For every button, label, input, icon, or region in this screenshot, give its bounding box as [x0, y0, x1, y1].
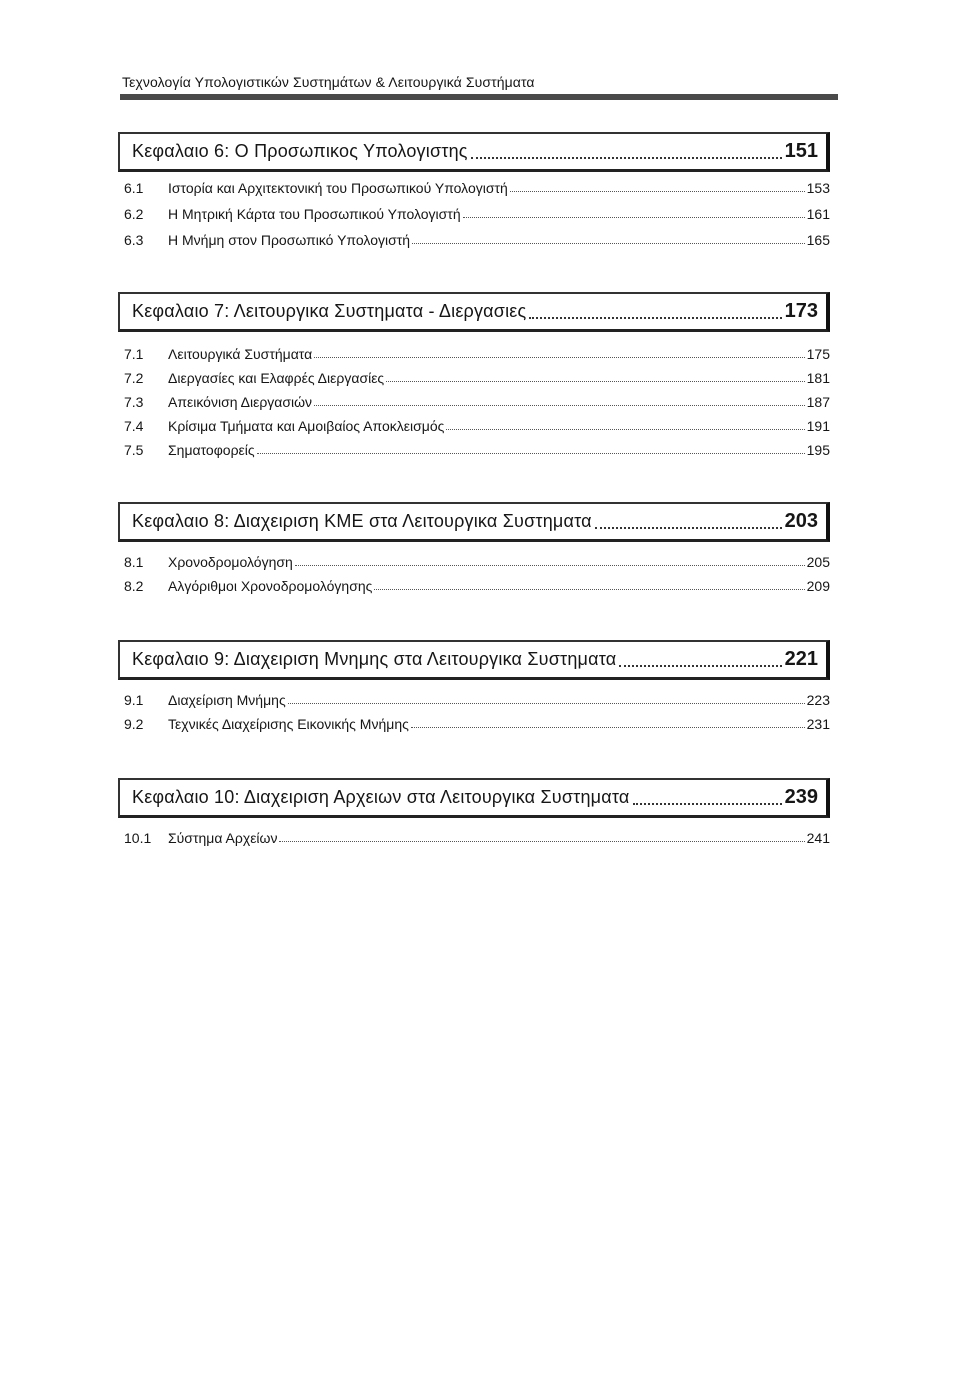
section-page: 223: [806, 692, 830, 708]
chapter-9-page: 221: [784, 648, 818, 670]
toc-entry-9-2[interactable]: [124, 712, 830, 732]
section-number: 7.3: [124, 394, 144, 410]
toc-entry-7-1[interactable]: [124, 342, 830, 362]
section-page: 231: [806, 716, 830, 732]
section-page: 191: [806, 418, 830, 434]
section-title: Τεχνικές Διαχείρισης Εικονικής Μνήμης: [168, 716, 409, 732]
section-number: 10.1: [124, 830, 152, 846]
chapter-7-title: Κεφαλαιο 7: Λειτουργικα Συστηματα - Διεργασιες: [132, 301, 527, 321]
toc-entry-6-3[interactable]: [124, 228, 830, 248]
dot-leader: [374, 589, 804, 590]
chapter-7-heading[interactable]: [118, 292, 830, 332]
section-number: 8.2: [124, 578, 144, 594]
chapter-10-leader: [633, 802, 782, 805]
section-page: 241: [806, 830, 830, 846]
section-number: 7.4: [124, 418, 144, 434]
section-page: 175: [806, 346, 830, 362]
chapter-9-heading[interactable]: [118, 640, 830, 680]
dot-leader: [279, 841, 804, 842]
dot-leader: [314, 357, 804, 358]
section-page: 165: [806, 232, 830, 248]
chapter-10-title: Κεφαλαιο 10: Διαχειριση Αρχειων στα Λειτουργικα Συστηματα: [132, 787, 630, 807]
dot-leader: [412, 243, 805, 244]
chapter-10-heading[interactable]: [118, 778, 830, 818]
chapter-6-heading[interactable]: [118, 132, 830, 172]
toc-entry-9-1[interactable]: [124, 688, 830, 708]
section-page: 187: [806, 394, 830, 410]
section-title: Ιστορία και Αρχιτεκτονική του Προσωπικού Υπολογιστή: [168, 180, 508, 196]
section-number: 6.1: [124, 180, 144, 196]
section-page: 209: [806, 578, 830, 594]
toc-entry-7-5[interactable]: [124, 438, 830, 458]
chapter-9-title: Κεφαλαιο 9: Διαχειριση Μνημης στα Λειτουργικα Συστηματα: [132, 649, 617, 669]
dot-leader: [463, 217, 805, 218]
section-page: 205: [806, 554, 830, 570]
section-page: 161: [806, 206, 830, 222]
dot-leader: [510, 191, 805, 192]
toc-entry-7-4[interactable]: [124, 414, 830, 434]
chapter-7-page: 173: [784, 300, 818, 322]
section-number: 7.2: [124, 370, 144, 386]
section-number: 6.3: [124, 232, 144, 248]
chapter-8-heading[interactable]: [118, 502, 830, 542]
section-page: 195: [806, 442, 830, 458]
dot-leader: [411, 727, 805, 728]
section-title: Η Μνήμη στον Προσωπικό Υπολογιστή: [168, 232, 411, 248]
dot-leader: [386, 381, 804, 382]
toc-entry-10-1[interactable]: [124, 826, 830, 846]
section-title: Απεικόνιση Διεργασιών: [168, 394, 313, 410]
toc-entry-7-3[interactable]: [124, 390, 830, 410]
section-number: 6.2: [124, 206, 144, 222]
chapter-9-leader: [619, 664, 781, 667]
section-title: Διαχείριση Μνήμης: [168, 692, 286, 708]
dot-leader: [288, 703, 805, 704]
chapter-6-title: Κεφαλαιο 6: Ο Προσωπικος Υπολογιστης: [132, 141, 468, 161]
chapter-7-leader: [529, 316, 781, 319]
running-head: Τεχνολογία Υπολογιστικών Συστημάτων & Λειτουργικά Συστήματα: [122, 74, 535, 90]
section-title: Σύστημα Αρχείων: [168, 830, 278, 846]
dot-leader: [314, 405, 805, 406]
section-title: Χρονοδρομολόγηση: [168, 554, 293, 570]
section-title: Διεργασίες και Ελαφρές Διεργασίες: [168, 370, 385, 386]
toc-entry-8-1[interactable]: [124, 550, 830, 570]
section-number: 7.5: [124, 442, 144, 458]
section-page: 153: [806, 180, 830, 196]
toc-entry-7-2[interactable]: [124, 366, 830, 386]
section-title: Λειτουργικά Συστήματα: [168, 346, 313, 362]
section-title: Σηματοφορείς: [168, 442, 255, 458]
toc-entry-6-1[interactable]: [124, 176, 830, 196]
chapter-8-page: 203: [784, 510, 818, 532]
section-title: Αλγόριθμοι Χρονοδρομολόγησης: [168, 578, 373, 594]
dot-leader: [257, 453, 805, 454]
chapter-8-leader: [595, 526, 782, 529]
chapter-8-title: Κεφαλαιο 8: Διαχειριση ΚΜΕ στα Λειτουργικα Συστηματα: [132, 511, 592, 531]
section-page: 181: [806, 370, 830, 386]
section-number: 9.1: [124, 692, 144, 708]
section-number: 8.1: [124, 554, 144, 570]
toc-entry-6-2[interactable]: [124, 202, 830, 222]
dot-leader: [446, 429, 804, 430]
dot-leader: [295, 565, 805, 566]
chapter-6-page: 151: [784, 140, 818, 162]
header-rule: [120, 94, 838, 100]
section-title: Η Μητρική Κάρτα του Προσωπικού Υπολογιστή: [168, 206, 461, 222]
section-number: 9.2: [124, 716, 144, 732]
chapter-10-page: 239: [784, 786, 818, 808]
chapter-6-leader: [471, 156, 782, 159]
section-number: 7.1: [124, 346, 144, 362]
toc-entry-8-2[interactable]: [124, 574, 830, 594]
section-title: Κρίσιμα Τμήματα και Αμοιβαίος Αποκλεισμός: [168, 418, 445, 434]
